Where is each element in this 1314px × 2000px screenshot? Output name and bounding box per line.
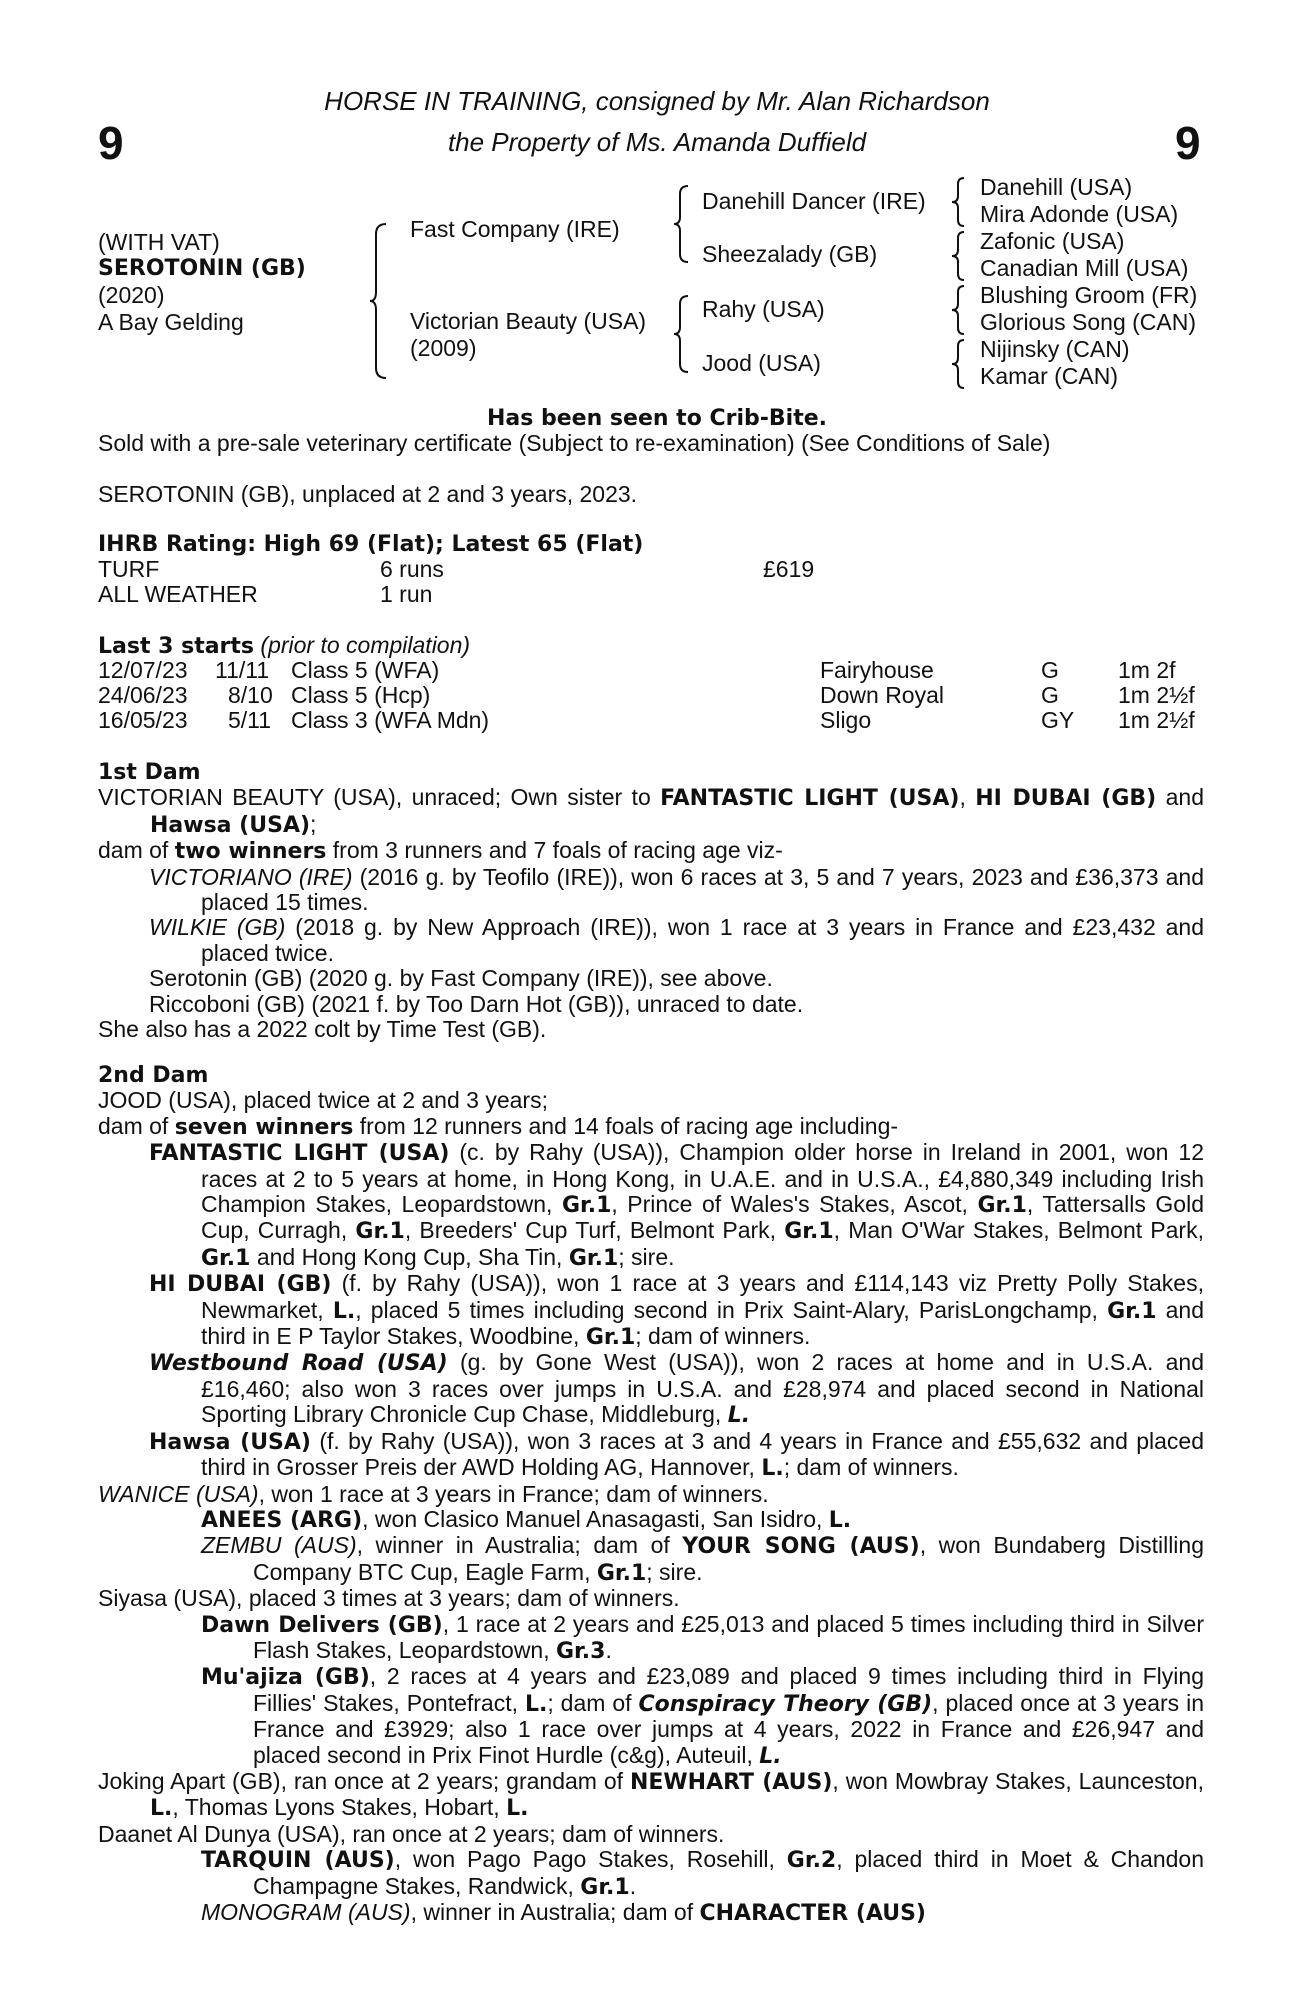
- header-line-2: the Property of Ms. Amanda Duffield: [447, 127, 867, 157]
- start-row-pos: 5/11: [228, 707, 272, 733]
- second-dam-line: JOOD (USA), placed twice at 2 and 3 years;: [98, 1087, 548, 1114]
- pedigree-brace-dd: [950, 338, 968, 390]
- pedigree-dam-sire: Rahy (USA): [702, 296, 825, 322]
- grade: Gr.2: [786, 1848, 837, 1874]
- text: , 1 race at 2 years and £25,013 and placed 5 times including third in Silver Flash Stakes, Leopardstown,: [253, 1610, 1204, 1663]
- text: , placed once at 3 years in France and £3929; also 1 race over jumps at 4 years, 2022 in France and £26,947 and placed second in Prix Finot Hurdle (c&g), Auteuil,: [253, 1689, 1205, 1768]
- text: ;: [310, 810, 317, 837]
- ihrb-rating: IHRB Rating: High 69 (Flat); Latest 65 (Flat): [98, 532, 644, 557]
- produce-entry: [98, 1900, 1204, 1926]
- start-row-going: G: [1041, 682, 1059, 708]
- pedigree-sds: Zafonic (USA): [980, 228, 1125, 254]
- pedigree-dam: Victorian Beauty (USA): [410, 308, 647, 334]
- text: , won Pago Pago Stakes, Rosehill,: [394, 1846, 787, 1873]
- horse-name: TARQUIN (AUS): [201, 1848, 395, 1874]
- grade: L.: [828, 1507, 852, 1533]
- start-row-date: 16/05/23: [98, 707, 188, 733]
- aw-label: ALL WEATHER: [98, 581, 258, 607]
- pedigree-sire-sire: Danehill Dancer (IRE): [702, 188, 926, 214]
- grade: Gr.1: [580, 1874, 630, 1900]
- text: , placed third in Moet & Chandon Champagne Stakes, Randwick,: [253, 1846, 1205, 1899]
- text: (2016 g. by Teofilo (IRE)), won 6 races at 3, 5 and 7 years, 2023 and £36,373 and placed 15 times.: [201, 863, 1204, 916]
- text: ; dam of: [547, 1689, 639, 1716]
- crib-bite-note: Has been seen to Crib-Bite.: [487, 406, 827, 431]
- produce-entry: [98, 1847, 1204, 1900]
- pedigree-brace-ss: [950, 176, 968, 228]
- pedigree-ssd: Mira Adonde (USA): [980, 201, 1179, 227]
- horse-name: FANTASTIC LIGHT (USA): [149, 1141, 450, 1167]
- text: .: [629, 1872, 637, 1899]
- start-row-going: G: [1041, 657, 1059, 683]
- pedigree-sdd: Canadian Mill (USA): [980, 255, 1189, 281]
- start-row-course: Down Royal: [820, 682, 944, 708]
- text: , winner in Australia; dam of: [356, 1532, 683, 1559]
- text: ; dam of winners.: [635, 1323, 811, 1350]
- pedigree-brace-ds: [950, 284, 968, 336]
- text: and Hong Kong Cup, Sha Tin,: [250, 1243, 569, 1270]
- grade: L.: [332, 1298, 356, 1324]
- winners-count: two winners: [174, 839, 327, 865]
- second-dam-section: [98, 1063, 1204, 1926]
- start-row-date: 24/06/23: [98, 682, 188, 708]
- text: (f. by Rahy (USA)), won 3 races at 3 and 4 years in France and £55,632 and placed third in Grosser Preis der AWD Holding AG, Hannover,: [201, 1427, 1204, 1481]
- start-row-course: Fairyhouse: [820, 657, 934, 683]
- pedigree-brace-main: [368, 222, 392, 380]
- lot-number-right: 9: [1175, 117, 1201, 169]
- grade: Gr.1: [201, 1245, 251, 1271]
- pedigree-dsd: Glorious Song (CAN): [980, 309, 1197, 335]
- text: ; sire.: [618, 1243, 675, 1270]
- produce-entry: [98, 865, 1204, 916]
- horse-name: SEROTONIN (GB): [98, 256, 306, 281]
- start-row-date: 12/07/23: [98, 657, 188, 683]
- horse-name: Dawn Delivers (GB): [201, 1612, 443, 1638]
- grade: L.: [506, 1796, 529, 1822]
- text: dam of: [98, 837, 175, 864]
- text: ,: [959, 784, 976, 811]
- text: , 2 races at 4 years and £23,089 and placed 9 times including third in Flying Fillies' Stakes, Pontefract,: [253, 1663, 1204, 1716]
- text: from 3 runners and 7 foals of racing age viz-: [326, 837, 783, 864]
- text: (c. by Rahy (USA)), Champion older horse in Ireland in 2001, won 12 races at 2 to 5 years at home, in Hong Kong, in U.A.E. and in U.S.A., £4,880,349 including Irish Champion Stakes, Leopardstown,: [201, 1139, 1204, 1218]
- turf-label: TURF: [98, 556, 160, 582]
- text: , Man O'War Stakes, Belmont Park,: [833, 1217, 1204, 1244]
- last-starts-title: Last 3 starts: [98, 634, 255, 659]
- horse-name: YOUR SONG (AUS): [682, 1534, 920, 1560]
- horse-name: Conspiracy Theory (GB): [638, 1691, 933, 1717]
- pedigree-sss: Danehill (USA): [980, 174, 1133, 200]
- second-dam-title: 2nd Dam: [98, 1063, 209, 1088]
- text: and: [1156, 784, 1205, 811]
- text: VICTORIAN BEAUTY (USA), unraced; Own sister to: [98, 784, 661, 811]
- start-row-distance: 1m 2½f: [1118, 682, 1195, 708]
- grade: Gr.1: [585, 1325, 636, 1351]
- last-starts-note: (prior to compilation): [260, 632, 471, 658]
- pedigree-dss: Blushing Groom (FR): [980, 282, 1198, 308]
- text: , Thomas Lyons Stakes, Hobart,: [172, 1794, 507, 1821]
- grade: Gr.1: [977, 1193, 1027, 1219]
- grade: L.: [761, 1456, 784, 1482]
- produce-entry: Riccoboni (GB) (2021 f. by Too Darn Hot (GB)), unraced to date.: [149, 990, 804, 1017]
- text: , Tattersalls Gold Cup, Curragh,: [201, 1191, 1204, 1244]
- pedigree-brace-sire: [672, 184, 692, 264]
- produce-entry: Daanet Al Dunya (USA), ran once at 2 years; dam of winners.: [98, 1820, 725, 1847]
- text: , Prince of Wales's Stakes, Ascot,: [611, 1191, 978, 1218]
- produce-entry: Serotonin (GB) (2020 g. by Fast Company (IRE)), see above.: [149, 965, 773, 992]
- produce-note: She also has a 2022 colt by Time Test (GB).: [98, 1016, 547, 1043]
- text: , won Mowbray Stakes, Launceston,: [832, 1767, 1204, 1794]
- horse-name: HI DUBAI (GB): [975, 786, 1157, 812]
- horse-name: NEWHART (AUS): [629, 1769, 833, 1795]
- text: , Breeders' Cup Turf, Belmont Park,: [404, 1217, 785, 1244]
- grade: L.: [150, 1796, 173, 1822]
- start-row-distance: 1m 2½f: [1118, 707, 1195, 733]
- grade: Gr.1: [596, 1560, 647, 1586]
- horse-name: WANICE (USA): [98, 1480, 259, 1507]
- vat-label: (WITH VAT): [98, 229, 220, 255]
- pedigree-dam-dam: Jood (USA): [702, 350, 821, 376]
- text: ; sire.: [646, 1558, 703, 1585]
- last-starts-heading: [98, 633, 470, 659]
- first-dam-produce: [98, 838, 1204, 864]
- produce-entry: [98, 1271, 1204, 1350]
- pedigree-brace-dam: [672, 294, 692, 374]
- text: ; dam of winners.: [783, 1454, 959, 1481]
- pedigree-sire-dam: Sheezalady (GB): [702, 241, 878, 267]
- start-row-course: Sligo: [820, 707, 872, 733]
- horse-name: HI DUBAI (GB): [149, 1272, 332, 1298]
- horse-name: ZEMBU (AUS): [201, 1532, 357, 1559]
- produce-entry: [98, 1612, 1204, 1665]
- start-row-race: Class 3 (WFA Mdn): [291, 707, 490, 733]
- second-dam-produce: [98, 1114, 1204, 1140]
- first-dam-section: [98, 760, 1204, 1042]
- aw-runs: 1 run: [380, 581, 433, 607]
- pedigree-ddd: Kamar (CAN): [980, 363, 1119, 389]
- horse-name: ANEES (ARG): [201, 1507, 363, 1533]
- text: (f. by Rahy (USA)), won 1 race at 3 years and £114,143 viz Pretty Polly Stakes, Newmarket,: [201, 1270, 1204, 1323]
- horse-name: Mu'ajiza (GB): [201, 1665, 370, 1691]
- grade: L.: [524, 1691, 548, 1717]
- produce-entry: Siyasa (USA), placed 3 times at 3 years; dam of winners.: [98, 1585, 680, 1612]
- text: , placed 5 times including second in Prix Saint-Alary, ParisLongchamp,: [355, 1296, 1108, 1323]
- pedigree-dds: Nijinsky (CAN): [980, 336, 1130, 362]
- start-row-race: Class 5 (WFA): [291, 657, 440, 683]
- turf-runs: 6 runs: [380, 556, 444, 582]
- horse-name: Hawsa (USA): [150, 812, 311, 838]
- pedigree-brace-sd: [950, 230, 968, 282]
- horse-name: CHARACTER (AUS): [699, 1901, 926, 1926]
- produce-entry: [98, 1533, 1204, 1586]
- text: dam of: [98, 1112, 175, 1139]
- lot-number-left: 9: [98, 117, 124, 169]
- first-dam-line: [98, 785, 1204, 838]
- grade: Gr.1: [561, 1193, 612, 1219]
- first-dam-title: 1st Dam: [98, 760, 201, 785]
- start-row-distance: 1m 2f: [1118, 657, 1176, 683]
- text: and third in E P Taylor Stakes, Woodbine,: [201, 1296, 1205, 1350]
- horse-name: Westbound Road (USA): [149, 1351, 448, 1377]
- horse-name: WILKIE (GB): [149, 914, 286, 941]
- grade: L.: [727, 1403, 751, 1429]
- turf-prize: £619: [763, 556, 815, 582]
- horse-year: (2020): [98, 282, 165, 308]
- produce-entry: [98, 1507, 1204, 1533]
- text: (2018 g. by New Approach (IRE)), won 1 race at 3 years in France and £23,432 and placed twice.: [201, 914, 1205, 966]
- start-row-pos: 11/11: [215, 657, 270, 683]
- text: , won Clasico Manuel Anasagasti, San Isidro,: [362, 1505, 829, 1532]
- produce-entry: [98, 1482, 1204, 1507]
- start-row-going: GY: [1041, 707, 1075, 733]
- produce-entry: [98, 1140, 1204, 1271]
- grade: Gr.1: [568, 1245, 619, 1271]
- start-row-race: Class 5 (Hcp): [291, 682, 431, 708]
- grade: Gr.1: [355, 1219, 405, 1245]
- winners-count: seven winners: [174, 1114, 354, 1140]
- start-row-pos: 8/10: [228, 682, 273, 708]
- header-line-1: HORSE IN TRAINING, consigned by Mr. Alan Richardson: [324, 86, 990, 116]
- text: Joking Apart (GB), ran once at 2 years; grandam of: [98, 1767, 630, 1794]
- produce-entry: [98, 1664, 1204, 1769]
- produce-entry: [98, 1429, 1204, 1482]
- horse-name: MONOGRAM (AUS): [201, 1899, 411, 1925]
- text: , won 1 race at 3 years in France; dam of winners.: [258, 1480, 769, 1507]
- vet-certificate-note: Sold with a pre-sale veterinary certificate (Subject to re-examination) (See Conditions of Sale): [98, 430, 1051, 456]
- pedigree-dam-year: (2009): [410, 335, 477, 361]
- text: , won Bundaberg Distilling Company BTC Cup, Eagle Farm,: [253, 1532, 1205, 1585]
- horse-description: A Bay Gelding: [98, 309, 244, 335]
- text: (g. by Gone West (USA)), won 2 races at home and in U.S.A. and £16,460; also won 3 races over jumps in U.S.A. and £28,974 and placed second in National Sporting Library Chronicle Cup Chase, Middleburg,: [201, 1349, 1204, 1428]
- horse-name: FANTASTIC LIGHT (USA): [660, 786, 960, 812]
- produce-entry: [98, 1350, 1204, 1428]
- race-summary: SEROTONIN (GB), unplaced at 2 and 3 years, 2023.: [98, 481, 638, 507]
- text: , winner in Australia; dam of: [410, 1899, 700, 1925]
- grade: Gr.3: [556, 1638, 606, 1664]
- horse-name: VICTORIANO (IRE): [149, 863, 353, 890]
- grade: L.: [759, 1743, 782, 1769]
- pedigree-sire: Fast Company (IRE): [410, 216, 620, 242]
- horse-name: Hawsa (USA): [149, 1429, 311, 1455]
- text: from 12 runners and 14 foals of racing age including-: [353, 1112, 899, 1139]
- grade: Gr.1: [784, 1219, 834, 1245]
- text: .: [605, 1636, 612, 1663]
- grade: Gr.1: [1107, 1298, 1157, 1324]
- produce-entry: [98, 1769, 1204, 1822]
- produce-entry: [98, 915, 1204, 966]
